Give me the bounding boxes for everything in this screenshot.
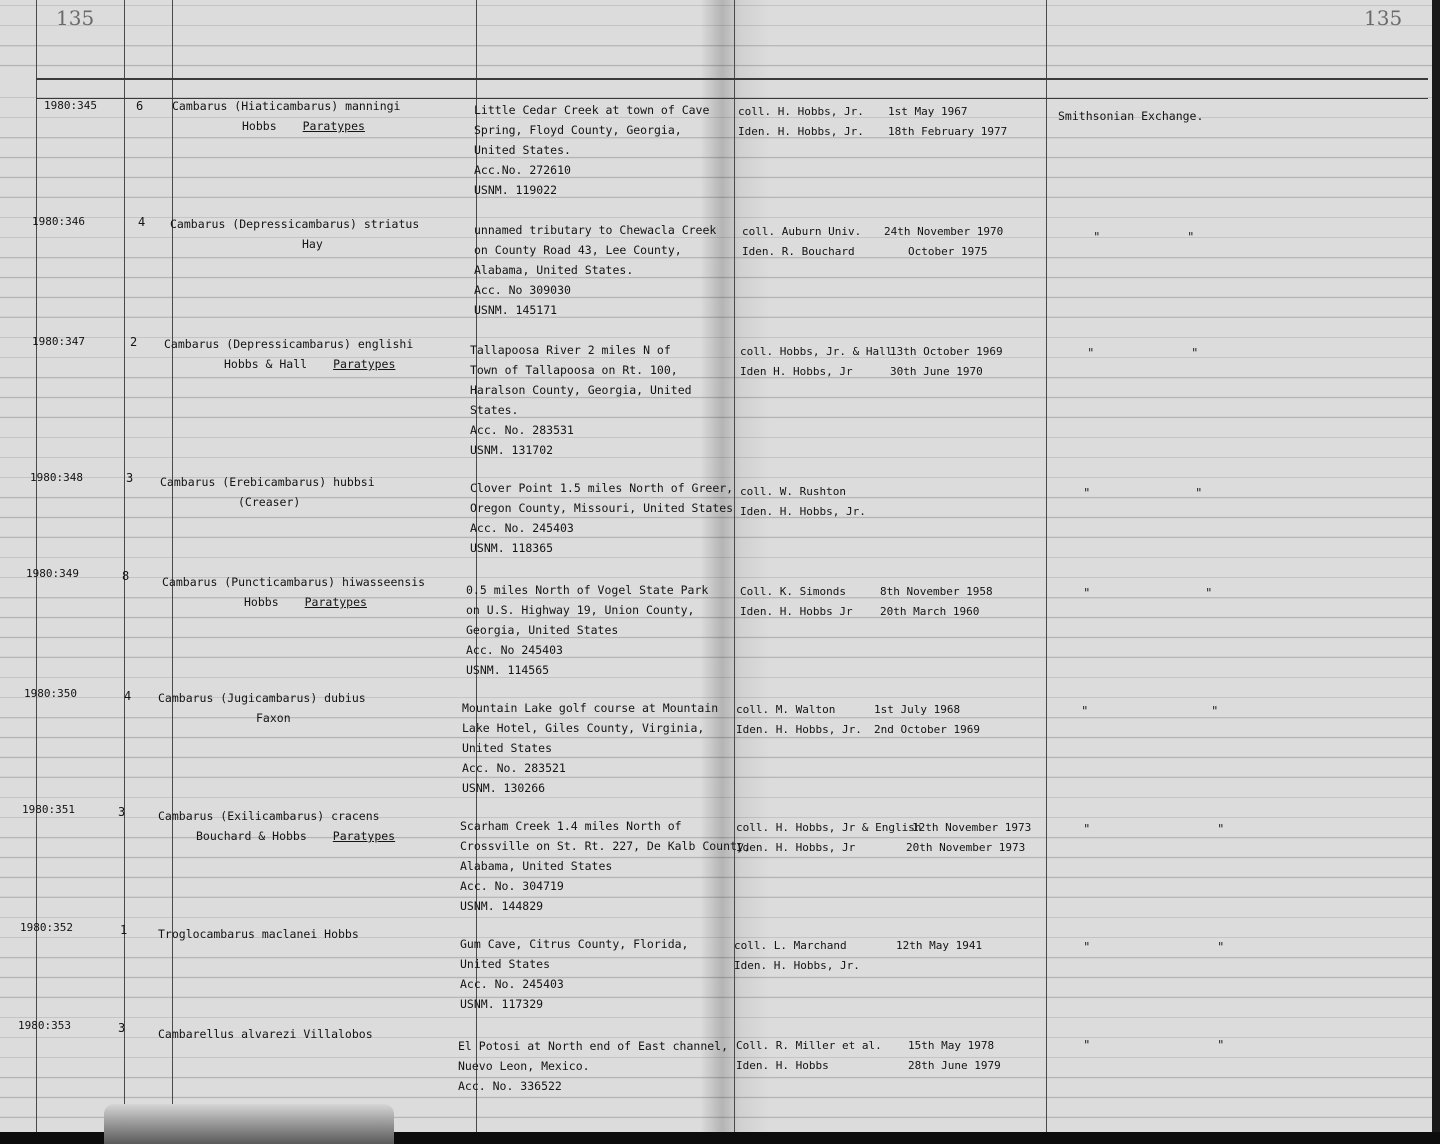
- column-rule: [1046, 0, 1047, 1132]
- collector: coll. H. Hobbs, Jr.: [738, 105, 864, 118]
- locality-line: on U.S. Highway 19, Union County,: [466, 603, 695, 617]
- locality-line: 0.5 miles North of Vogel State Park: [466, 583, 709, 597]
- collector: coll. Auburn Univ.: [742, 225, 862, 238]
- specimen-count: 3: [126, 471, 134, 485]
- specimen-count: 3: [118, 805, 126, 819]
- collector-identifier: [740, 482, 866, 522]
- accession-number: Acc. No. 283531: [470, 423, 574, 437]
- registration-number: 1980:352: [20, 921, 73, 934]
- taxon-authority: Hobbs: [244, 595, 279, 609]
- taxon-authority: Faxon: [256, 711, 291, 725]
- identification-date: 20th November 1973: [906, 841, 1026, 854]
- type-status: Paratypes: [332, 829, 396, 843]
- locality-line: on County Road 43, Lee County,: [474, 243, 682, 257]
- taxon-authority: Hobbs & Hall: [224, 357, 308, 371]
- taxon-name: [160, 472, 375, 512]
- usnm-number: USNM. 130266: [462, 781, 546, 795]
- usnm-number: USNM. 117329: [460, 997, 544, 1011]
- book-edge: [1432, 0, 1440, 1132]
- identification-date: 18th February 1977: [888, 125, 1008, 138]
- accession-number: Acc.No. 272610: [474, 163, 571, 177]
- dates: [874, 700, 980, 740]
- locality: [462, 698, 718, 798]
- identifier: Iden. H. Hobbs Jr: [740, 605, 853, 618]
- ditto-mark: ": [1212, 704, 1218, 718]
- collector-identifier: [736, 818, 921, 858]
- accession-number: Acc. No 245403: [466, 643, 563, 657]
- locality-line: Mountain Lake golf course at Mountain: [462, 701, 719, 715]
- registration-number: 1980:347: [32, 335, 85, 348]
- taxon-label: Cambarus (Exilicambarus) cracens: [158, 809, 380, 823]
- taxon-label: Cambarus (Erebicambarus) hubbsi: [160, 475, 375, 489]
- ditto-mark: ": [1196, 486, 1202, 500]
- dates: [908, 1036, 1001, 1076]
- collection-date: 1st May 1967: [888, 105, 968, 118]
- usnm-number: USNM. 145171: [474, 303, 558, 317]
- dates: [884, 222, 1003, 262]
- locality-line: Tallapoosa River 2 miles N of: [470, 343, 671, 357]
- locality-line: Crossville on St. Rt. 227, De Kalb County,: [460, 839, 751, 853]
- taxon-name: [164, 334, 413, 374]
- identifier: Iden. H. Hobbs, Jr.: [736, 723, 862, 736]
- identifier: Iden. H. Hobbs: [736, 1059, 829, 1072]
- registration-number: 1980:350: [24, 687, 77, 700]
- locality: [474, 100, 709, 200]
- ditto-mark: ": [1218, 822, 1224, 836]
- collector: coll. Hobbs, Jr. & Hall: [740, 345, 893, 358]
- specimen-count: 4: [138, 215, 146, 229]
- locality-line: Scarham Creek 1.4 miles North of: [460, 819, 682, 833]
- taxon-name: [158, 806, 395, 846]
- identifier: Iden. H. Hobbs, Jr.: [738, 125, 864, 138]
- identifier: Iden. R. Bouchard: [742, 245, 855, 258]
- specimen-count: 6: [136, 99, 144, 113]
- accession-number: Acc. No. 304719: [460, 879, 564, 893]
- taxon-name: [172, 96, 400, 136]
- locality-line: Lake Hotel, Giles County, Virginia,: [462, 721, 705, 735]
- identification-date: 30th June 1970: [890, 365, 983, 378]
- ditto-mark: ": [1192, 346, 1198, 360]
- identifier: Iden. H. Hobbs, Jr.: [740, 505, 866, 518]
- locality-line: unnamed tributary to Chewacla Creek: [474, 223, 717, 237]
- column-rule: [172, 0, 173, 1132]
- locality-line: United States: [460, 957, 551, 971]
- locality-line: Little Cedar Creek at town of Cave: [474, 103, 710, 117]
- collector-identifier: [740, 342, 892, 382]
- locality-line: Spring, Floyd County, Georgia,: [474, 123, 682, 137]
- locality-line: United States.: [474, 143, 571, 157]
- ditto-mark: ": [1082, 704, 1088, 718]
- specimen-count: 2: [130, 335, 138, 349]
- identification-date: 20th March 1960: [880, 605, 980, 618]
- taxon-authority: (Creaser): [238, 495, 301, 509]
- ditto-mark: ": [1188, 230, 1194, 244]
- identifier: Iden. H. Hobbs, Jr: [736, 841, 856, 854]
- locality: [470, 340, 692, 460]
- identification-date: October 1975: [908, 245, 988, 258]
- locality: [458, 1036, 728, 1096]
- usnm-number: USNM. 119022: [474, 183, 558, 197]
- ditto-mark: ": [1088, 346, 1094, 360]
- locality-line: Town of Tallapoosa on Rt. 100,: [470, 363, 678, 377]
- collector-identifier: [738, 102, 864, 142]
- collection-date: 15th May 1978: [908, 1039, 995, 1052]
- collection-date: 12th November 1973: [912, 821, 1032, 834]
- ditto-mark: ": [1218, 1038, 1224, 1052]
- collector-identifier: [736, 1036, 882, 1076]
- type-status: Paratypes: [304, 595, 367, 609]
- registration-number: 1980:351: [22, 803, 75, 816]
- accession-number: Acc. No. 283521: [462, 761, 566, 775]
- collector: coll. M. Walton: [736, 703, 836, 716]
- collection-date: 24th November 1970: [884, 225, 1004, 238]
- ditto-mark: ": [1084, 486, 1090, 500]
- locality-line: Georgia, United States: [466, 623, 619, 637]
- taxon-name: [162, 572, 425, 612]
- taxon-label: Cambarus (Depressicambarus) striatus: [170, 217, 420, 231]
- locality-line: Nuevo Leon, Mexico.: [458, 1059, 590, 1073]
- locality-line: Haralson County, Georgia, United: [470, 383, 692, 397]
- specimen-count: 3: [118, 1021, 126, 1035]
- collector-identifier: [736, 700, 862, 740]
- taxon-name: [170, 214, 419, 254]
- dates: [888, 102, 1007, 142]
- collector: Coll. K. Simonds: [740, 585, 846, 598]
- collector: coll. L. Marchand: [734, 939, 847, 952]
- dates: [890, 342, 1003, 382]
- collector-identifier: [734, 936, 860, 976]
- registration-number: 1980:346: [32, 215, 85, 228]
- locality: [470, 478, 733, 558]
- locality-line: Alabama, United States: [460, 859, 613, 873]
- locality: [474, 220, 716, 320]
- collector: coll. W. Rushton: [740, 485, 846, 498]
- locality: [460, 816, 751, 916]
- identification-date: 2nd October 1969: [874, 723, 980, 736]
- locality-line: Oregon County, Missouri, United States: [470, 501, 734, 515]
- taxon-authority: Hobbs: [242, 119, 277, 133]
- type-status: Paratypes: [333, 357, 396, 371]
- remarks: Smithsonian Exchange.: [1058, 109, 1204, 123]
- collector-identifier: [740, 582, 853, 622]
- ditto-mark: ": [1084, 940, 1090, 954]
- collector-identifier: [742, 222, 861, 262]
- registration-number: 1980:353: [18, 1019, 71, 1032]
- collection-date: 13th October 1969: [890, 345, 1003, 358]
- accession-number: Acc. No. 245403: [460, 977, 564, 991]
- taxon-label: Cambarus (Depressicambarus) englishi: [164, 337, 414, 351]
- locality-line: Alabama, United States.: [474, 263, 634, 277]
- identification-date: 28th June 1979: [908, 1059, 1001, 1072]
- ditto-mark: ": [1084, 586, 1090, 600]
- identifier: Iden. H. Hobbs, Jr.: [734, 959, 860, 972]
- taxon-label: Cambarus (Puncticambarus) hiwasseensis: [162, 575, 426, 589]
- taxon-name: [158, 688, 366, 728]
- locality-line: El Potosi at North end of East channel,: [458, 1039, 729, 1053]
- locality-line: Clover Point 1.5 miles North of Greer,: [470, 481, 734, 495]
- ditto-mark: ": [1084, 1038, 1090, 1052]
- taxon-name: [158, 1024, 373, 1044]
- usnm-number: USNM. 114565: [466, 663, 550, 677]
- header-rule: [36, 78, 1428, 80]
- collector: coll. H. Hobbs, Jr & English: [736, 821, 922, 834]
- collection-date: 12th May 1941: [896, 939, 983, 952]
- taxon-authority: Hay: [302, 237, 323, 251]
- ditto-mark: ": [1218, 940, 1224, 954]
- locality-line: United States: [462, 741, 553, 755]
- page-clip: [104, 1104, 394, 1144]
- locality: [460, 934, 688, 1014]
- ditto-mark: ": [1084, 822, 1090, 836]
- usnm-number: USNM. 144829: [460, 899, 544, 913]
- registration-number: 1980:345: [44, 99, 97, 112]
- taxon-label: Cambarus (Hiaticambarus) manningi: [172, 99, 401, 113]
- usnm-number: USNM. 131702: [470, 443, 554, 457]
- accession-number: Acc. No. 245403: [470, 521, 574, 535]
- taxon-authority: Bouchard & Hobbs: [196, 829, 307, 843]
- page-number-right: 135: [1364, 6, 1403, 30]
- dates: [896, 936, 982, 956]
- specimen-count: 4: [124, 689, 132, 703]
- collection-date: 8th November 1958: [880, 585, 993, 598]
- taxon-name: [158, 924, 359, 944]
- registration-number: 1980:349: [26, 567, 79, 580]
- accession-number: Acc. No. 336522: [458, 1079, 562, 1093]
- specimen-count: 8: [122, 569, 130, 583]
- taxon-label: Troglocambarus maclanei Hobbs: [158, 927, 359, 941]
- ditto-mark: ": [1206, 586, 1212, 600]
- usnm-number: USNM. 118365: [470, 541, 554, 555]
- dates: [880, 582, 993, 622]
- locality: [466, 580, 708, 680]
- dates: [906, 818, 1032, 858]
- ditto-mark: ": [1094, 230, 1100, 244]
- registration-number: 1980:348: [30, 471, 83, 484]
- specimen-count: 1: [120, 923, 128, 937]
- locality-line: States.: [470, 403, 519, 417]
- page-number-left: 135: [56, 6, 95, 30]
- identifier: Iden H. Hobbs, Jr: [740, 365, 853, 378]
- accession-number: Acc. No 309030: [474, 283, 571, 297]
- taxon-label: Cambarellus alvarezi Villalobos: [158, 1027, 373, 1041]
- taxon-label: Cambarus (Jugicambarus) dubius: [158, 691, 366, 705]
- collector: Coll. R. Miller et al.: [736, 1039, 882, 1052]
- locality-line: Gum Cave, Citrus County, Florida,: [460, 937, 689, 951]
- type-status: Paratypes: [302, 119, 365, 133]
- collection-date: 1st July 1968: [874, 703, 961, 716]
